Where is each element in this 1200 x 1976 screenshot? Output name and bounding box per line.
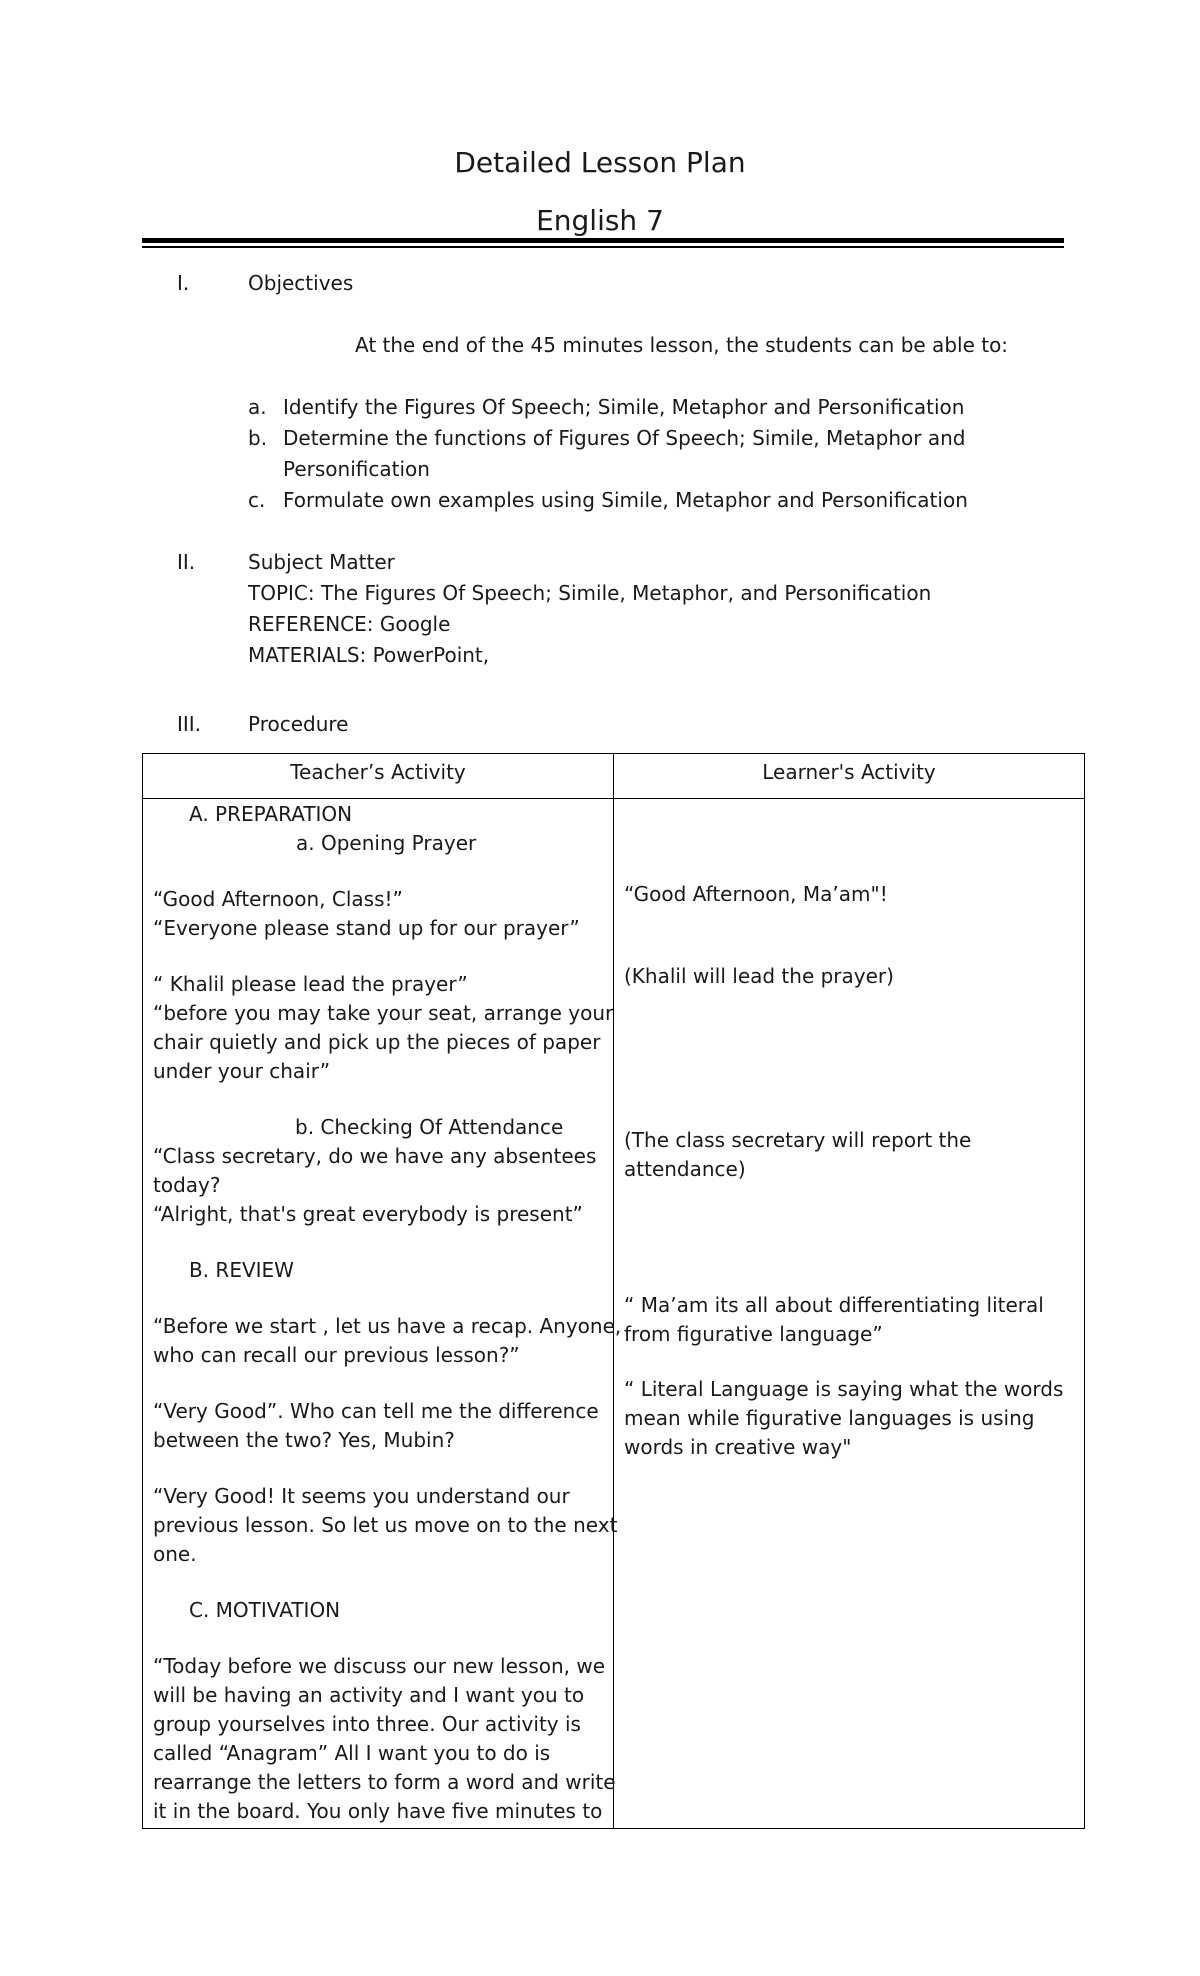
teacher-line: “Class secretary, do we have any absentees	[153, 1144, 597, 1168]
learner-line: (The class secretary will report the	[624, 1128, 972, 1152]
learner-line: “ Ma’am its all about differentiating literal	[624, 1293, 1044, 1317]
objective-text-b: Determine the functions of Figures Of Speech; Simile, Metaphor and	[283, 426, 966, 450]
objectives-intro: At the end of the 45 minutes lesson, the students can be able to:	[355, 333, 1009, 357]
section-heading-procedure: Procedure	[248, 712, 349, 736]
teacher-line: between the two? Yes, Mubin?	[153, 1428, 455, 1452]
teacher-line-motivation: C. MOTIVATION	[189, 1598, 341, 1622]
objective-text-a: Identify the Figures Of Speech; Simile, Metaphor and Personification	[283, 395, 965, 419]
teacher-line: rearrange the letters to form a word and write	[153, 1770, 616, 1794]
objective-label-c: c.	[248, 488, 266, 512]
learner-line: words in creative way"	[624, 1435, 852, 1459]
teacher-line: it in the board. You only have five minutes to	[153, 1799, 603, 1823]
teacher-line: “Alright, that's great everybody is present”	[153, 1202, 583, 1226]
document-subject: English 7	[536, 204, 664, 237]
teacher-line: group yourselves into three. Our activity is	[153, 1712, 581, 1736]
procedure-table-header-row	[143, 754, 1085, 799]
learner-line: “Good Afternoon, Ma’am"!	[624, 882, 888, 906]
document-title: Detailed Lesson Plan	[454, 146, 746, 179]
procedure-table	[142, 753, 1085, 1829]
section-numeral-procedure: III.	[177, 712, 202, 736]
column-header-learner: Learner's Activity	[614, 754, 1085, 799]
teacher-line: will be having an activity and I want you to	[153, 1683, 585, 1707]
procedure-table-body-row	[143, 799, 1085, 1829]
teacher-line-review: B. REVIEW	[189, 1258, 294, 1282]
subject-topic: TOPIC: The Figures Of Speech; Simile, Metaphor, and Personification	[248, 581, 932, 605]
section-numeral-objectives: I.	[177, 271, 190, 295]
learner-activity-cell	[614, 799, 1085, 1829]
teacher-line: “Today before we discuss our new lesson, we	[153, 1654, 606, 1678]
teacher-line: “ Khalil please lead the prayer”	[153, 972, 468, 996]
teacher-line: “Good Afternoon, Class!”	[153, 887, 403, 911]
teacher-line: previous lesson. So let us move on to the next	[153, 1513, 618, 1537]
teacher-line: “Very Good! It seems you understand our	[153, 1484, 570, 1508]
teacher-line: “before you may take your seat, arrange your	[153, 1001, 614, 1025]
teacher-line: “Everyone please stand up for our prayer”	[153, 916, 580, 940]
learner-line: (Khalil will lead the prayer)	[624, 964, 894, 988]
subject-reference: REFERENCE: Google	[248, 612, 451, 636]
teacher-activity-cell	[143, 799, 622, 1829]
teacher-line: called “Anagram” All I want you to do is	[153, 1741, 551, 1765]
teacher-line-preparation: A. PREPARATION	[189, 802, 353, 826]
teacher-line: chair quietly and pick up the pieces of paper	[153, 1030, 601, 1054]
teacher-line: under your chair”	[153, 1059, 331, 1083]
header-rule-thin	[142, 246, 1064, 248]
section-heading-objectives: Objectives	[248, 271, 354, 295]
objective-text-c: Formulate own examples using Simile, Metaphor and Personification	[283, 488, 968, 512]
teacher-line: “Before we start , let us have a recap. Anyone,	[153, 1314, 622, 1338]
learner-line: “ Literal Language is saying what the words	[624, 1377, 1064, 1401]
subject-materials: MATERIALS: PowerPoint,	[248, 643, 490, 667]
section-heading-subject-matter: Subject Matter	[248, 550, 395, 574]
teacher-line: “Very Good”. Who can tell me the difference	[153, 1399, 599, 1423]
section-numeral-subject-matter: II.	[177, 550, 196, 574]
teacher-line: today?	[153, 1173, 221, 1197]
teacher-line: who can recall our previous lesson?”	[153, 1343, 520, 1367]
header-rule-thick	[142, 238, 1064, 243]
learner-line: from figurative language”	[624, 1322, 883, 1346]
teacher-line-opening-prayer: a. Opening Prayer	[296, 831, 477, 855]
learner-line: attendance)	[624, 1157, 746, 1181]
objective-text-b-cont: Personification	[283, 457, 430, 481]
objective-label-b: b.	[248, 426, 268, 450]
column-header-teacher: Teacher’s Activity	[143, 754, 614, 799]
learner-line: mean while figurative languages is using	[624, 1406, 1035, 1430]
teacher-line-checking-attendance: b. Checking Of Attendance	[295, 1115, 564, 1139]
objective-label-a: a.	[248, 395, 267, 419]
teacher-line: one.	[153, 1542, 197, 1566]
